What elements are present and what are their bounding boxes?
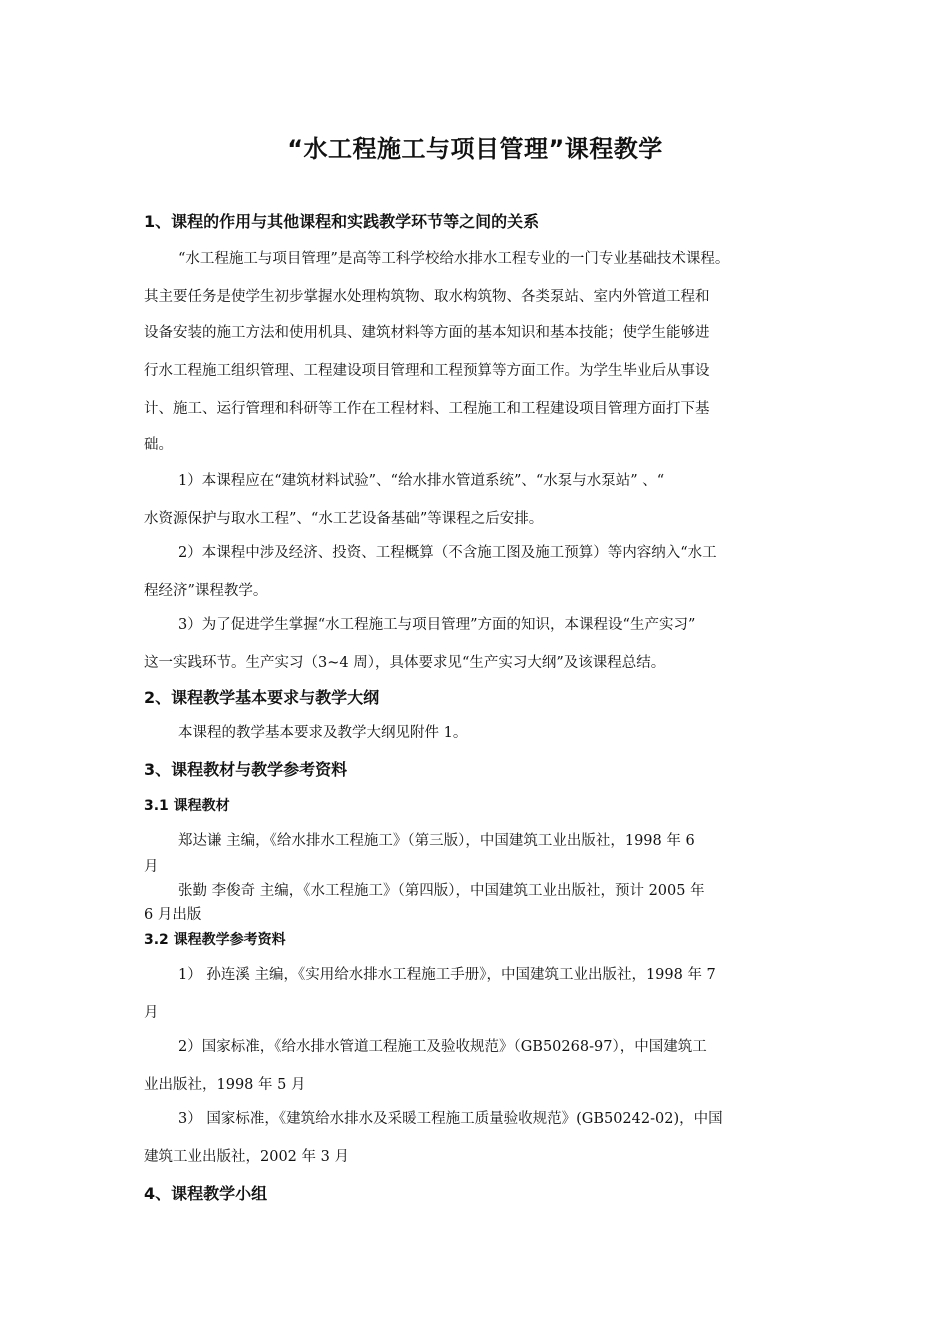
section-1-heading: 1、课程的作用与其他课程和实践教学环节等之间的关系 bbox=[144, 212, 540, 231]
reference-line: 月 bbox=[144, 1005, 159, 1021]
paragraph-line: 行水工程施工组织管理、工程建设项目管理和工程预算等方面工作。为学生毕业后从事设 bbox=[144, 363, 710, 379]
reference-line: 3） 国家标准，《建筑给水排水及采暖工程施工质量验收规范》(GB50242-02)，中国 bbox=[178, 1111, 723, 1127]
paragraph-line: “水工程施工与项目管理”是高等工科学校给水排水工程专业的一门专业基础技术课程。 bbox=[178, 251, 730, 267]
section-3-heading: 3、课程教材与教学参考资料 bbox=[144, 760, 348, 779]
reference-line: 业出版社，1998 年 5 月 bbox=[144, 1077, 306, 1093]
paragraph-line: 其主要任务是使学生初步掌握水处理构筑物、取水构筑物、各类泵站、室内外管道工程和 bbox=[144, 289, 710, 305]
item-line: 2）本课程中涉及经济、投资、工程概算（不含施工图及施工预算）等内容纳入“水工 bbox=[178, 545, 717, 561]
textbook-line: 月 bbox=[144, 859, 159, 875]
paragraph-line: 础。 bbox=[144, 437, 173, 453]
reference-line: 1） 孙连溪 主编，《实用给水排水工程施工手册》，中国建筑工业出版社，1998 年 7 bbox=[178, 967, 716, 983]
item-line: 1）本课程应在“建筑材料试验”、“给水排水管道系统”、“水泵与水泵站” 、“ bbox=[178, 473, 665, 489]
document-title: “水工程施工与项目管理”课程教学 bbox=[287, 135, 663, 163]
paragraph-line: 计、施工、运行管理和科研等工作在工程材料、工程施工和工程建设项目管理方面打下基 bbox=[144, 401, 710, 417]
textbook-line: 郑达谦 主编，《给水排水工程施工》（第三版），中国建筑工业出版社，1998 年 6 bbox=[178, 833, 695, 849]
item-line: 程经济”课程教学。 bbox=[144, 583, 268, 599]
subsection-3-2-heading: 3.2 课程教学参考资料 bbox=[144, 932, 286, 948]
textbook-line: 6 月出版 bbox=[144, 907, 202, 923]
textbook-line: 张勤 李俊奇 主编，《水工程施工》（第四版），中国建筑工业出版社，预计 2005 年 bbox=[178, 883, 705, 899]
reference-line: 建筑工业出版社，2002 年 3 月 bbox=[144, 1149, 349, 1165]
paragraph-line: 设备安装的施工方法和使用机具、建筑材料等方面的基本知识和基本技能；使学生能够进 bbox=[144, 325, 710, 341]
reference-line: 2）国家标准，《给水排水管道工程施工及验收规范》（GB50268-97），中国建筑工 bbox=[178, 1039, 707, 1055]
item-line: 这一实践环节。生产实习（3~4 周），具体要求见“生产实习大纲”及该课程总结。 bbox=[144, 655, 666, 671]
section-2-heading: 2、课程教学基本要求与教学大纲 bbox=[144, 688, 380, 707]
section-4-heading: 4、课程教学小组 bbox=[144, 1184, 268, 1203]
subsection-3-1-heading: 3.1 课程教材 bbox=[144, 798, 230, 814]
section-2-text: 本课程的教学基本要求及教学大纲见附件 1。 bbox=[178, 725, 468, 741]
item-line: 水资源保护与取水工程”、“水工艺设备基础”等课程之后安排。 bbox=[144, 511, 544, 527]
item-line: 3）为了促进学生掌握“水工程施工与项目管理”方面的知识，本课程设“生产实习” bbox=[178, 617, 696, 633]
